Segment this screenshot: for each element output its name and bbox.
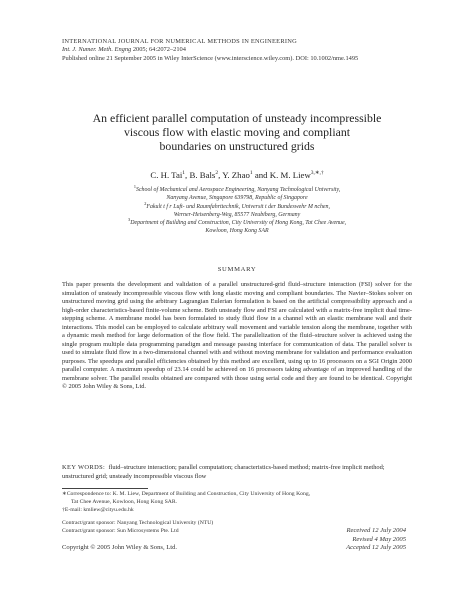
author-separator: and xyxy=(252,170,270,180)
journal-name: INTERNATIONAL JOURNAL FOR NUMERICAL METHODS IN ENGINEERING xyxy=(62,38,297,45)
published-online: Published online 21 September 2005 in Wiley InterScience (www.interscience.wiley.com). DOI: 10.1002/nme.1495 xyxy=(62,54,359,62)
correspondence-note: ∗Correspondence to: K. M. Liew, Department of Building and Construction, City University of Hong Kong, xyxy=(62,491,311,497)
author-affiliation-marker: 1 xyxy=(182,170,186,177)
contract-sponsor: Contract/grant sponsor: Sun Microsystems Pte. Ltd xyxy=(62,527,179,534)
affiliation xyxy=(60,200,414,211)
contract-sponsor: Contract/grant sponsor: Nanyang Technological University (NTU) xyxy=(62,520,214,526)
keywords-text: fluid–structure interaction; parallel computation; characteristics-based method; matrix-free implicit method; unstructured grid; unsteady incompressible viscous flow xyxy=(62,464,385,480)
abstract-text: This paper presents the development and validation of a parallel unstructured-grid fluid–structure interaction (FSI) solver for the simulation of unsteady incompressible viscous flow with long elastic moving and compliant boundaries. The Navier–Stokes solver on unstructured moving grid using the arbitrary Lagrangian Eulerian formulation is based on the artificial compressibility approach and a high-order characteristics-based finite-volume scheme. Both unsteady flow and FSI are calculated with a matrix-free implicit dual time-stepping scheme. A membrane model has been formulated to study fluid flow in a channel with an elastic membrane wall and their interactions. This model can be employed to calculate arbitrary wall movement and variable tension along the membrane, together with a dynamic mesh method for large deformation of the flow field. The parallelization of the fluid–structure solver is achieved using the single program multiple data programming paradigm and message passing interface for communication of data. The parallel solver is used to simulate fluid flow in a two-dimensional channel with and without moving membrane for validation and performance evaluation purposes. The speedups and parallel efficiencies obtained by this method are excellent, using up to 16 processors on a SGI Origin 2000 parallel computer. A maximum speedup of 23.14 could be achieved on 16 processors taking advantage of an improved handling of the membrane solver. The parallel results obtained are compared with those using serial code and they are found to be identical. Copyright © 2005 John Wiley & Sons, Ltd. xyxy=(62,281,412,391)
citation-volume: 2005; 64:2072–2104 xyxy=(131,46,186,54)
citation-journal-abbrev: Int. J. Numer. Meth. Engng xyxy=(62,46,132,54)
footnotes xyxy=(62,491,412,515)
title-line: viscous flow with elastic moving and compliant xyxy=(123,125,351,140)
revised-date: Revised 4 May 2005 xyxy=(352,535,406,543)
author-affiliation-marker: 2 xyxy=(215,170,219,177)
affiliation-line: Nanyang Avenue, Singapore 639798, Republic of Singapore xyxy=(166,195,308,202)
keywords-label: KEY WORDS: xyxy=(62,464,106,471)
email-note: †E-mail: kmliew@cityu.edu.hk xyxy=(62,506,134,513)
title-line: An efficient parallel computation of unsteady incompressible xyxy=(92,111,382,125)
paper-title xyxy=(40,111,434,154)
author-affiliation-marker: 1 xyxy=(249,170,253,177)
affiliations xyxy=(60,186,414,236)
accepted-date: Accepted 12 July 2005 xyxy=(346,544,406,552)
journal-header xyxy=(62,38,422,63)
footnote-divider xyxy=(62,488,148,489)
correspondence-note-cont: Tat Chee Avenue, Kowloon, Hong Kong SAR. xyxy=(71,498,178,505)
keywords xyxy=(62,464,412,481)
affiliation-line: Kowloon, Hong Kong SAR xyxy=(205,228,269,235)
author-name: K. M. Liew xyxy=(269,170,311,180)
affiliation xyxy=(60,219,414,227)
affiliation-line: Werner-Heisenberg-Weg, 85577 Neubiberg, Germany xyxy=(173,211,301,218)
received-date: Received 12 July 2004 xyxy=(346,527,406,534)
received-dates xyxy=(300,527,406,553)
author-separator: , xyxy=(218,170,223,180)
author-list xyxy=(40,170,434,180)
affiliation-marker: 1 xyxy=(133,184,136,190)
affiliation-line: Department of Building and Construction, City University of Hong Kong, Tat Chee Avenue, xyxy=(130,220,347,227)
affiliation xyxy=(60,186,414,194)
citation xyxy=(62,46,422,54)
author-affiliation-marker: 3,∗,† xyxy=(310,170,324,177)
affiliation-line: School of Mechanical and Aerospace Engineering, Nanyang Technological University, xyxy=(136,187,341,193)
author-name: C. H. Tai xyxy=(150,170,183,180)
title-line: boundaries on unstructured grids xyxy=(159,139,315,154)
copyright-notice: Copyright © 2005 John Wiley & Sons, Ltd. xyxy=(62,544,178,551)
author-separator: , xyxy=(185,170,190,180)
author-name: Y. Zhao xyxy=(222,170,250,180)
affiliation-line: Fakult t f r Luft- und Raumfahrttechnik, Universit t der Bundeswehr M nchen, xyxy=(146,203,330,210)
affiliation-marker: 3 xyxy=(127,217,131,223)
summary-heading: SUMMARY xyxy=(217,266,257,273)
affiliation-marker: 2 xyxy=(144,200,147,206)
author-name: B. Bals xyxy=(189,170,216,180)
